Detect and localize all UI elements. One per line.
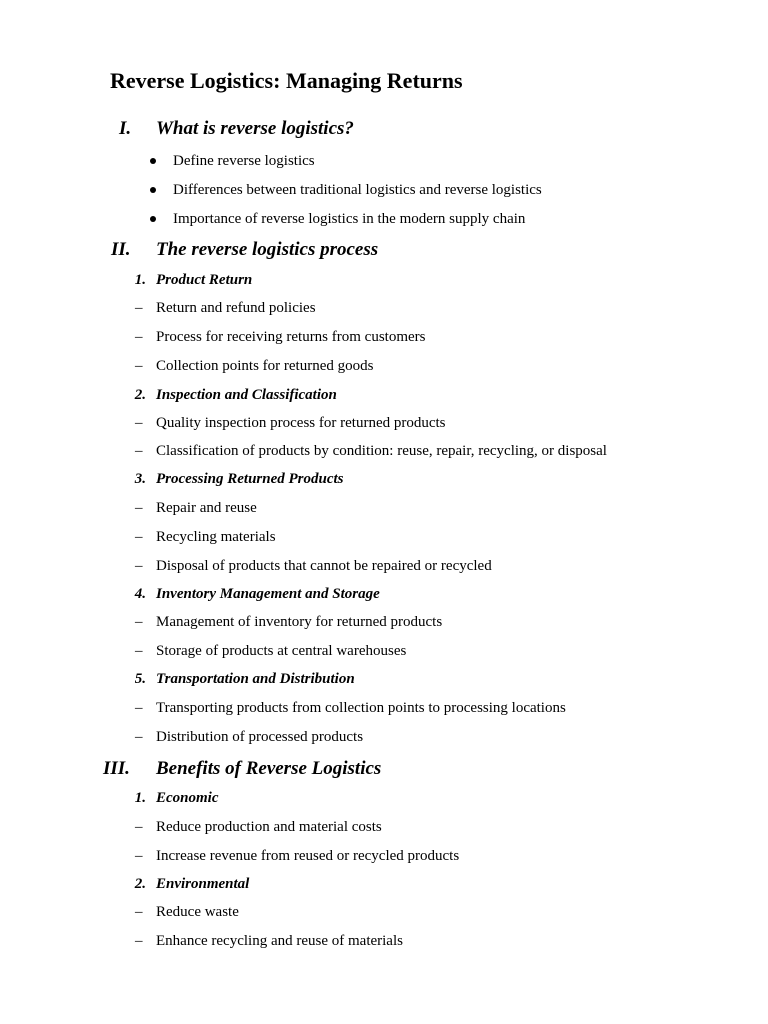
list-item: Quality inspection process for returned products	[156, 415, 446, 431]
subsection-number: 4.	[134, 586, 146, 602]
section-2-title: The reverse logistics process	[156, 239, 379, 260]
bullet-item: Differences between traditional logistics and reverse logistics	[173, 182, 542, 198]
subsection-number: 2.	[134, 876, 146, 892]
dash-icon: –	[135, 729, 143, 745]
list-item: Reduce waste	[156, 904, 239, 920]
dash-icon: –	[135, 329, 143, 345]
section-3-title: Benefits of Reverse Logistics	[156, 758, 382, 779]
subsection-title: Processing Returned Products	[156, 471, 344, 487]
dash-icon: –	[135, 904, 143, 920]
list-item: Storage of products at central warehouses	[156, 643, 407, 659]
bullet-icon	[150, 187, 156, 193]
subsection-title: Inspection and Classification	[156, 387, 337, 403]
subsection-number: 1.	[134, 790, 146, 806]
bullet-icon	[150, 216, 156, 222]
bullet-item: Importance of reverse logistics in the modern supply chain	[173, 211, 526, 227]
list-item: Repair and reuse	[156, 500, 257, 516]
bullet-item: Define reverse logistics	[173, 153, 315, 169]
subsection-title: Product Return	[156, 272, 253, 288]
dash-icon: –	[135, 933, 143, 949]
section-1-title: What is reverse logistics?	[156, 118, 354, 139]
dash-icon: –	[135, 300, 143, 316]
list-item: Reduce production and material costs	[156, 819, 382, 835]
list-item: Return and refund policies	[156, 300, 316, 316]
section-3-numeral: III.	[103, 758, 130, 779]
subsection-title: Economic	[156, 790, 219, 806]
list-item: Enhance recycling and reuse of materials	[156, 933, 403, 949]
section-2-numeral: II.	[111, 239, 131, 260]
dash-icon: –	[135, 529, 143, 545]
subsection-number: 5.	[134, 671, 146, 687]
dash-icon: –	[135, 358, 143, 374]
subsection-number: 2.	[134, 387, 146, 403]
list-item: Management of inventory for returned products	[156, 614, 443, 630]
dash-icon: –	[135, 848, 143, 864]
list-item: Increase revenue from reused or recycled products	[156, 848, 460, 864]
dash-icon: –	[135, 558, 143, 574]
bullet-icon	[150, 158, 156, 164]
subsection-title: Transportation and Distribution	[156, 671, 355, 687]
list-item: Classification of products by condition: reuse, repair, recycling, or disposal	[156, 443, 607, 459]
subsection-title: Inventory Management and Storage	[156, 586, 380, 602]
list-item: Collection points for returned goods	[156, 358, 374, 374]
list-item: Disposal of products that cannot be repaired or recycled	[156, 558, 492, 574]
subsection-title: Environmental	[156, 876, 250, 892]
dash-icon: –	[135, 500, 143, 516]
list-item: Transporting products from collection points to processing locations	[156, 700, 566, 716]
dash-icon: –	[135, 700, 143, 716]
dash-icon: –	[135, 614, 143, 630]
subsection-number: 1.	[134, 272, 146, 288]
document-title: Reverse Logistics: Managing Returns	[110, 68, 463, 93]
list-item: Distribution of processed products	[156, 729, 364, 745]
dash-icon: –	[135, 643, 143, 659]
dash-icon: –	[135, 819, 143, 835]
dash-icon: –	[135, 415, 143, 431]
dash-icon: –	[135, 443, 143, 459]
subsection-number: 3.	[134, 471, 146, 487]
section-1-numeral: I.	[119, 118, 132, 139]
list-item: Recycling materials	[156, 529, 276, 545]
list-item: Process for receiving returns from customers	[156, 329, 426, 345]
